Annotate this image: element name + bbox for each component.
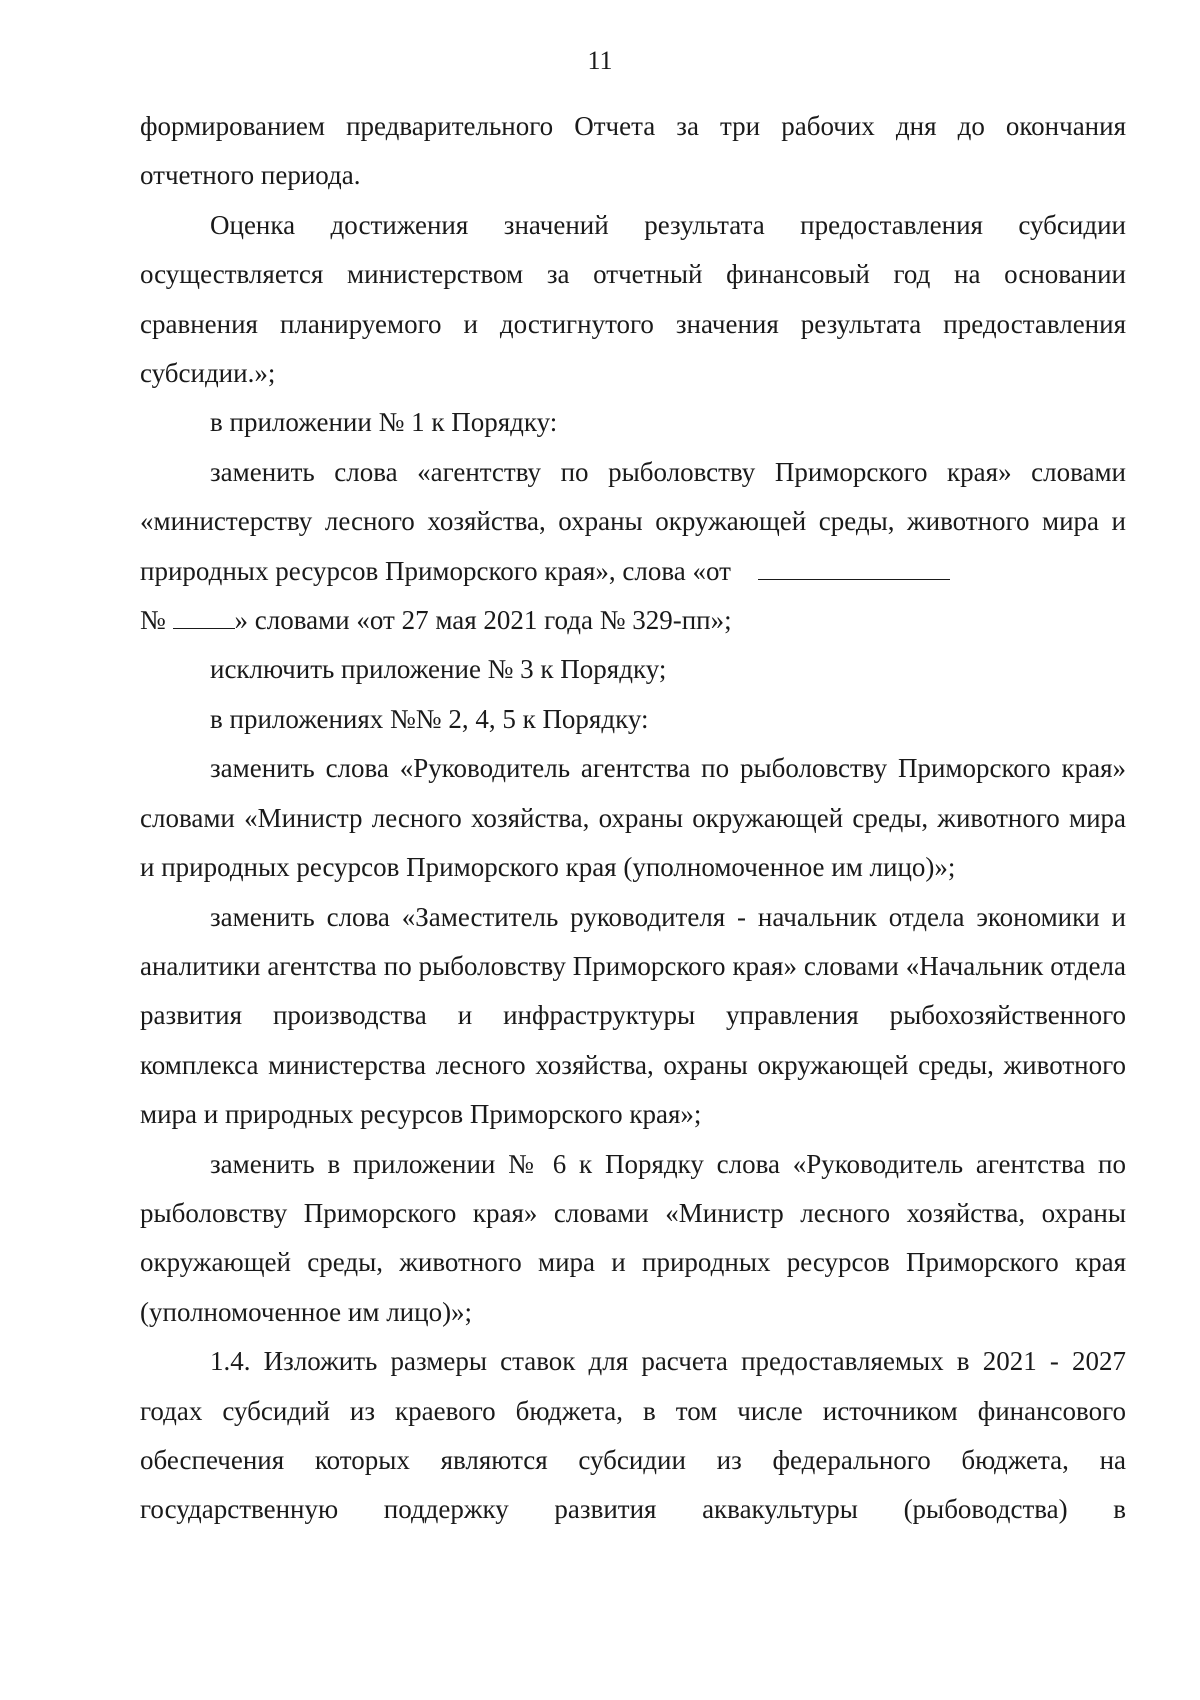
paragraph-replace-deputy-title: заменить слова «Заместитель руководителя - начальник отдела экономики и аналитики агентства по рыболовству Приморского края» словами «Начальник отдела развития производства и инфраструктуры управления рыбохозяйственного комплекса министерства лесного хозяйства, охраны окружающей среды, животного мира и природных ресурсов Приморского края»;: [140, 901, 1126, 1130]
paragraph-replace-head-title: заменить слова «Руководитель агентства по рыболовству Приморского края» словами «Министр лесного хозяйства, охраны окружающей среды, животного мира и природных ресурсов Приморского края (уполномоченное им лицо)»;: [140, 753, 1126, 883]
paragraph-appendix-1-replacement: [140, 448, 1126, 646]
paragraph-report-deadline: формированием предварительного Отчета за три рабочих дня до окончания отчетного периода.: [140, 111, 1126, 191]
replacement-text-end: » словами «от 27 мая 2021 года № 329-пп»;: [234, 605, 732, 636]
number-sign: №: [140, 605, 166, 636]
number-blank-line: [173, 600, 235, 629]
paragraph-subsidy-rates: 1.4. Изложить размеры ставок для расчета предоставляемых в 2021 - 2027 годах субсидий из краевого бюджета, в том числе источником финансового обеспечения которых являются субсидии из федерального бюджета, на государственную поддержку развития аквакультуры (рыбоводства) в: [140, 1346, 1126, 1525]
paragraph-appendix-1-heading: в приложении № 1 к Порядку:: [210, 407, 558, 438]
page-number: 11: [587, 46, 613, 75]
date-blank-line: [758, 551, 950, 580]
paragraph-appendix-6-replacement: заменить в приложении № 6 к Порядку слова «Руководитель агентства по рыболовству Приморского края» словами «Министр лесного хозяйства, охраны окружающей среды, животного мира и природных ресурсов Приморского края (уполномоченное им лицо)»;: [140, 1148, 1126, 1327]
paragraph-appendices-2-4-5-heading: в приложениях №№ 2, 4, 5 к Порядку:: [210, 703, 649, 734]
replacement-text-start: заменить слова «агентству по рыболовству Приморского края» словами «министерству лесного хозяйства, охраны окружающей среды, животного мира и природных ресурсов Приморского края», слова «от: [140, 456, 1126, 586]
document-body: [140, 102, 1126, 1535]
paragraph-result-evaluation: Оценка достижения значений результата предоставления субсидии осуществляется министерством за отчетный финансовый год на основании сравнения планируемого и достигнутого значения результата предоставления субсидии.»;: [140, 209, 1126, 389]
paragraph-exclude-appendix-3: исключить приложение № 3 к Порядку;: [210, 654, 667, 685]
